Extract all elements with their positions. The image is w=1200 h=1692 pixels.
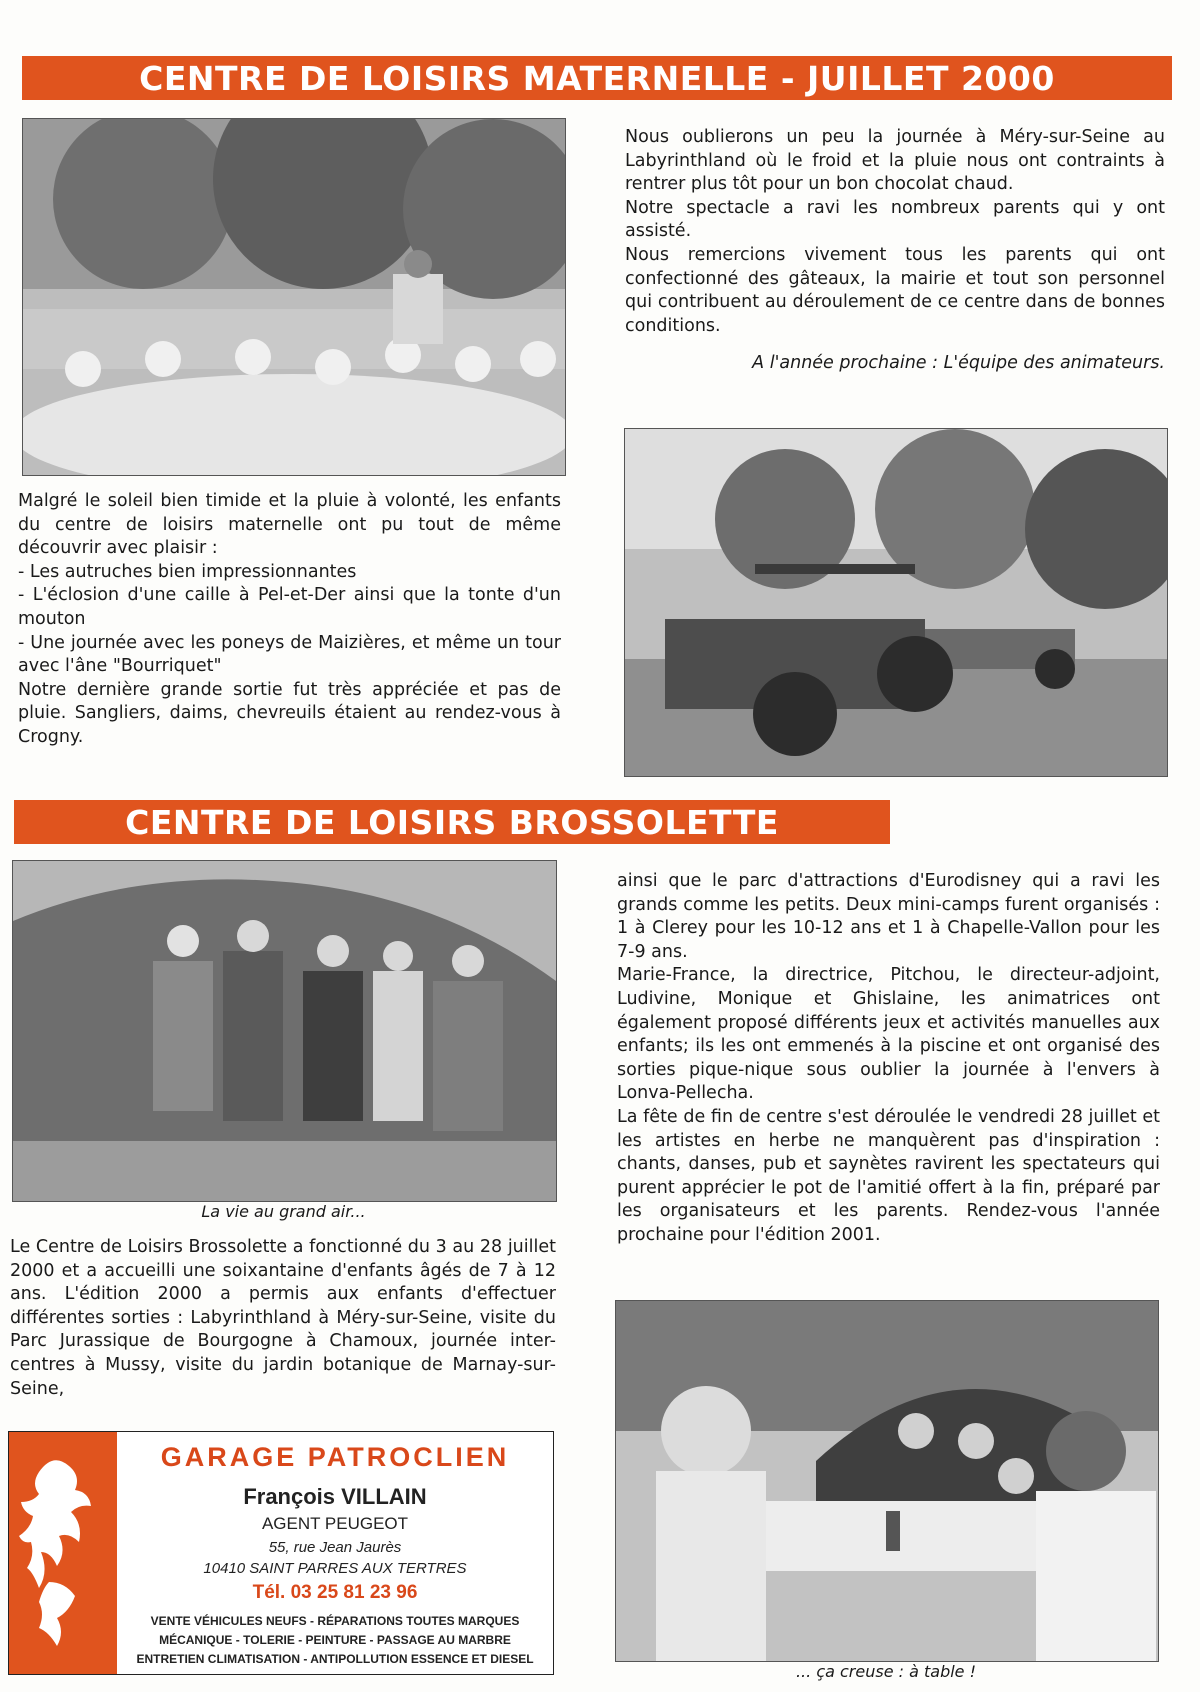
- paragraph: Notre dernière grande sortie fut très appréciée et pas de pluie. Sangliers, daims, chevreuils étaient au rendez-vous à Crogny.: [18, 679, 561, 747]
- ad-phone: Tél. 03 25 81 23 96: [252, 1582, 418, 1603]
- paragraph: Malgré le soleil bien timide et la pluie à volonté, les enfants du centre de loisirs maternelle ont pu tout de même découvrir avec plaisir :: [18, 491, 561, 559]
- caption-tent: La vie au grand air...: [201, 1202, 366, 1221]
- ad-garage-name: GARAGE PATROCLIEN: [160, 1442, 510, 1472]
- paragraph: Le Centre de Loisirs Brossolette a fonctionné du 3 au 28 juillet 2000 et a accueilli une soixantaine d'enfants âgés de 7 à 12 ans. L'édition 2000 a permis aux enfants d'effectuer différentes sorties : Labyrinthland à Méry-sur-Seine, visite du Parc Jurassique de Bourgogne à Chamoux, journée inter-centres à Mussy, visite du jardin botanique de Marnay-sur-Seine,: [10, 1237, 556, 1399]
- paragraph: - L'éclosion d'une caille à Pel-et-Der ainsi que la tonte d'un mouton: [18, 585, 561, 629]
- paragraph: La fête de fin de centre s'est déroulée le vendredi 28 juillet et les artistes en herbe ne manquèrent pas d'inspiration : chants, danses, pub et saynètes ravirent les spectateurs qui purent apprécier le pot de l'amitié offert à la fin, préparé par les organisateurs et les parents. Rendez-vous l'année prochaine pour l'édition 2001.: [617, 1106, 1160, 1245]
- section-title-maternelle: CENTRE DE LOISIRS MATERNELLE - JUILLET 2000: [22, 56, 1172, 100]
- maternelle-right-text: [625, 126, 1165, 376]
- paragraph: Nous oublierons un peu la journée à Méry-sur-Seine au Labyrinthland où le froid et la pluie nous ont contraints à rentrer plus tôt pour un bon chocolat chaud.: [625, 127, 1165, 195]
- paragraph: Notre spectacle a ravi les nombreux parents qui y ont assisté.: [625, 197, 1165, 242]
- ad-logo-panel: [9, 1432, 117, 1674]
- paragraph: Nous remercions vivement tous les parents qui ont confectionné des gâteaux, la mairie et tout son personnel qui contribuent au déroulement de ce centre dans de bonnes conditions.: [625, 244, 1165, 336]
- brossolette-right-text: [617, 870, 1160, 1248]
- ad-city: 10410 SAINT PARRES AUX TERTRES: [203, 1560, 467, 1577]
- ad-service-line: ENTRETIEN CLIMATISATION - ANTIPOLLUTION ESSENCE ET DIESEL: [136, 1652, 534, 1666]
- paragraph: - Une journée avec les poneys de Maizières, et même un tour avec l'âne "Bourriquet": [18, 632, 561, 677]
- section-title-brossolette: CENTRE DE LOISIRS BROSSOLETTE: [14, 800, 890, 844]
- garage-advertisement: [8, 1431, 554, 1675]
- photo-ostrich-visit: [22, 118, 566, 476]
- brossolette-left-text: [10, 1236, 556, 1401]
- paragraph: ainsi que le parc d'attractions d'Eurodisney qui a ravi les grands comme les petits. Deux mini-camps furent organisés : 1 à Clerey pour les 10-12 ans et 1 à Chapelle-Vallon pour les 7-9 ans.: [617, 871, 1160, 962]
- ad-agent-label: AGENT PEUGEOT: [261, 1514, 409, 1533]
- signature: A l'année prochaine : L'équipe des animateurs.: [752, 353, 1165, 374]
- photo-tent-group: [12, 860, 557, 1202]
- ad-street: 55, rue Jean Jaurès: [268, 1539, 402, 1556]
- photo-picnic-table: [615, 1300, 1159, 1662]
- ad-service-line: MÉCANIQUE - TOLERIE - PEINTURE - PASSAGE AU MARBRE: [159, 1633, 511, 1647]
- maternelle-left-text: [18, 490, 561, 750]
- paragraph: - Les autruches bien impressionnantes: [18, 561, 357, 582]
- caption-table: ... ça creuse : à table !: [795, 1662, 977, 1681]
- photo-tractor-ride: [624, 428, 1168, 777]
- peugeot-lion-icon: [9, 1432, 117, 1674]
- ad-service-line: VENTE VÉHICULES NEUFS - RÉPARATIONS TOUTES MARQUES: [150, 1614, 520, 1628]
- ad-services: [123, 1612, 547, 1669]
- ad-owner-name: François VILLAIN: [243, 1484, 427, 1509]
- paragraph: Marie-France, la directrice, Pitchou, le directeur-adjoint, Ludivine, Monique et Ghislaine, les animatrices ont également proposé différents jeux et activités manuelles aux enfants; ils les ont emmenés à la piscine et ont organisé des sorties pique-nique sous oublier la journée à l'envers à Lonva-Pellecha.: [617, 965, 1160, 1104]
- ad-text-panel: [117, 1432, 553, 1674]
